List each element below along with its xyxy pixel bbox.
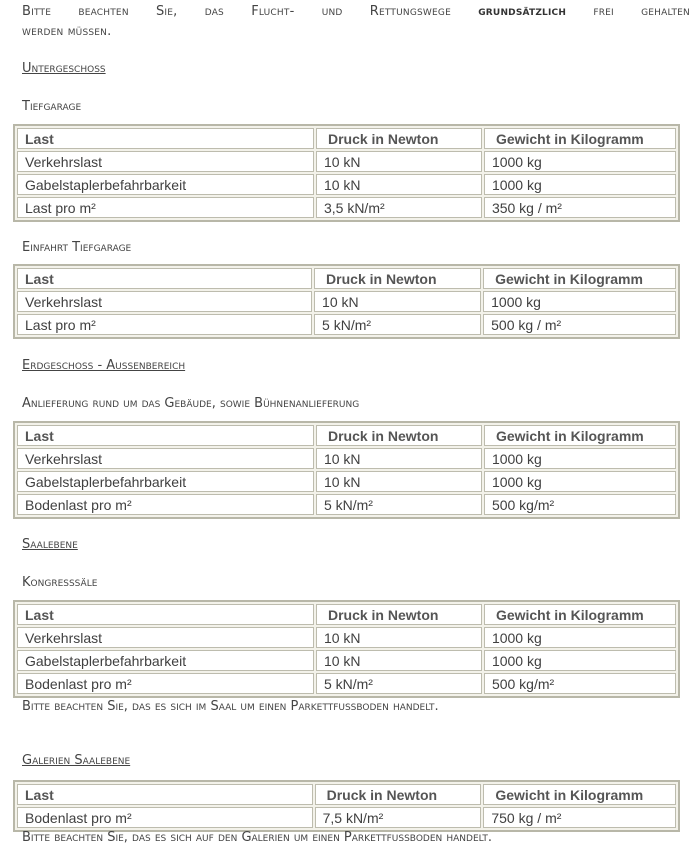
header-last: Last xyxy=(17,425,314,446)
cell-druck: 10 kN xyxy=(316,174,482,195)
cell-druck: 10 kN xyxy=(316,151,482,172)
cell-last: Last pro m² xyxy=(17,197,314,218)
cell-last: Verkehrslast xyxy=(17,448,314,469)
cell-last: Bodenlast pro m² xyxy=(17,673,314,694)
cell-gewicht: 1000 kg xyxy=(484,471,676,492)
table-row xyxy=(17,174,676,195)
section-title-saalebene: Saalebene xyxy=(22,537,78,552)
header-last: Last xyxy=(17,604,314,625)
cell-gewicht: 1000 kg xyxy=(484,448,676,469)
table-row xyxy=(17,807,676,828)
cell-druck: 10 kN xyxy=(316,627,482,648)
table-header-row xyxy=(17,425,676,446)
table-row xyxy=(17,494,676,515)
cell-gewicht: 500 kg/m² xyxy=(484,494,676,515)
table-header-row xyxy=(17,784,676,805)
load-table-galerien xyxy=(13,780,680,832)
header-druck: Druck in Newton xyxy=(315,784,482,805)
table-row xyxy=(17,627,676,648)
note-galerien-parkett: Bitte beachten Sie, das es sich auf den Galerien um einen Parkettfußboden handelt. xyxy=(22,830,493,845)
cell-last: Verkehrslast xyxy=(17,291,312,312)
intro-line-1: Bitte beachten Sie, das Flucht- und Rettungswege grundsätzlich frei gehalten xyxy=(22,4,690,19)
cell-druck: 7,5 kN/m² xyxy=(315,807,482,828)
header-gewicht: Gewicht in Kilogramm xyxy=(484,425,676,446)
header-druck: Druck in Newton xyxy=(316,425,482,446)
subsection-title-einfahrt-tiefgarage: Einfahrt Tiefgarage xyxy=(22,240,132,255)
header-gewicht: Gewicht in Kilogramm xyxy=(484,604,676,625)
cell-gewicht: 1000 kg xyxy=(484,151,676,172)
section-title-galerien-saalebene: Galerien Saalebene xyxy=(22,753,131,768)
cell-last: Verkehrslast xyxy=(17,151,314,172)
cell-gewicht: 1000 kg xyxy=(484,650,676,671)
header-last: Last xyxy=(17,268,312,289)
table-row xyxy=(17,673,676,694)
cell-gewicht: 1000 kg xyxy=(484,627,676,648)
load-table-einfahrt-tiefgarage xyxy=(13,264,680,339)
cell-druck: 5 kN/m² xyxy=(316,673,482,694)
header-gewicht: Gewicht in Kilogramm xyxy=(483,268,676,289)
subsection-title-kongresssaele: Kongresssäle xyxy=(22,575,98,590)
intro-line-2: werden müssen. xyxy=(22,24,112,39)
header-druck: Druck in Newton xyxy=(314,268,481,289)
cell-druck: 5 kN/m² xyxy=(314,314,481,335)
cell-last: Gabelstaplerbefahrbarkeit xyxy=(17,174,314,195)
cell-last: Gabelstaplerbefahrbarkeit xyxy=(17,650,314,671)
cell-gewicht: 1000 kg xyxy=(483,291,676,312)
table-row xyxy=(17,448,676,469)
load-table-anlieferung xyxy=(13,421,680,519)
table-header-row xyxy=(17,268,676,289)
cell-druck: 10 kN xyxy=(316,471,482,492)
table-row xyxy=(17,314,676,335)
intro-text xyxy=(22,2,690,42)
table-header-row xyxy=(17,128,676,149)
cell-druck: 10 kN xyxy=(316,448,482,469)
cell-gewicht: 1000 kg xyxy=(484,174,676,195)
subsection-title-tiefgarage: Tiefgarage xyxy=(22,99,82,114)
table-row xyxy=(17,471,676,492)
cell-druck: 10 kN xyxy=(314,291,481,312)
cell-gewicht: 350 kg / m² xyxy=(484,197,676,218)
header-last: Last xyxy=(17,784,313,805)
header-last: Last xyxy=(17,128,314,149)
load-table-tiefgarage xyxy=(13,124,680,222)
cell-druck: 10 kN xyxy=(316,650,482,671)
table-header-row xyxy=(17,604,676,625)
note-saal-parkett: Bitte beachten Sie, das es sich im Saal um einen Parkettfußboden handelt. xyxy=(22,699,439,714)
cell-last: Gabelstaplerbefahrbarkeit xyxy=(17,471,314,492)
cell-gewicht: 500 kg/m² xyxy=(484,673,676,694)
section-title-erdgeschoss: Erdgeschoss - Außenbereich xyxy=(22,358,186,373)
subsection-title-anlieferung: Anlieferung rund um das Gebäude, sowie Bühnenanlieferung xyxy=(22,396,360,411)
cell-last: Last pro m² xyxy=(17,314,312,335)
cell-druck: 3,5 kN/m² xyxy=(316,197,482,218)
table-row xyxy=(17,151,676,172)
table-row xyxy=(17,197,676,218)
header-gewicht: Gewicht in Kilogramm xyxy=(484,128,676,149)
cell-druck: 5 kN/m² xyxy=(316,494,482,515)
load-table-kongresssaele xyxy=(13,600,680,698)
cell-last: Bodenlast pro m² xyxy=(17,494,314,515)
header-gewicht: Gewicht in Kilogramm xyxy=(483,784,676,805)
header-druck: Druck in Newton xyxy=(316,604,482,625)
cell-last: Verkehrslast xyxy=(17,627,314,648)
cell-gewicht: 500 kg / m² xyxy=(483,314,676,335)
table-row xyxy=(17,291,676,312)
header-druck: Druck in Newton xyxy=(316,128,482,149)
section-title-untergeschoss: Untergeschoss xyxy=(22,61,106,76)
cell-last: Bodenlast pro m² xyxy=(17,807,313,828)
cell-gewicht: 750 kg / m² xyxy=(483,807,676,828)
table-row xyxy=(17,650,676,671)
